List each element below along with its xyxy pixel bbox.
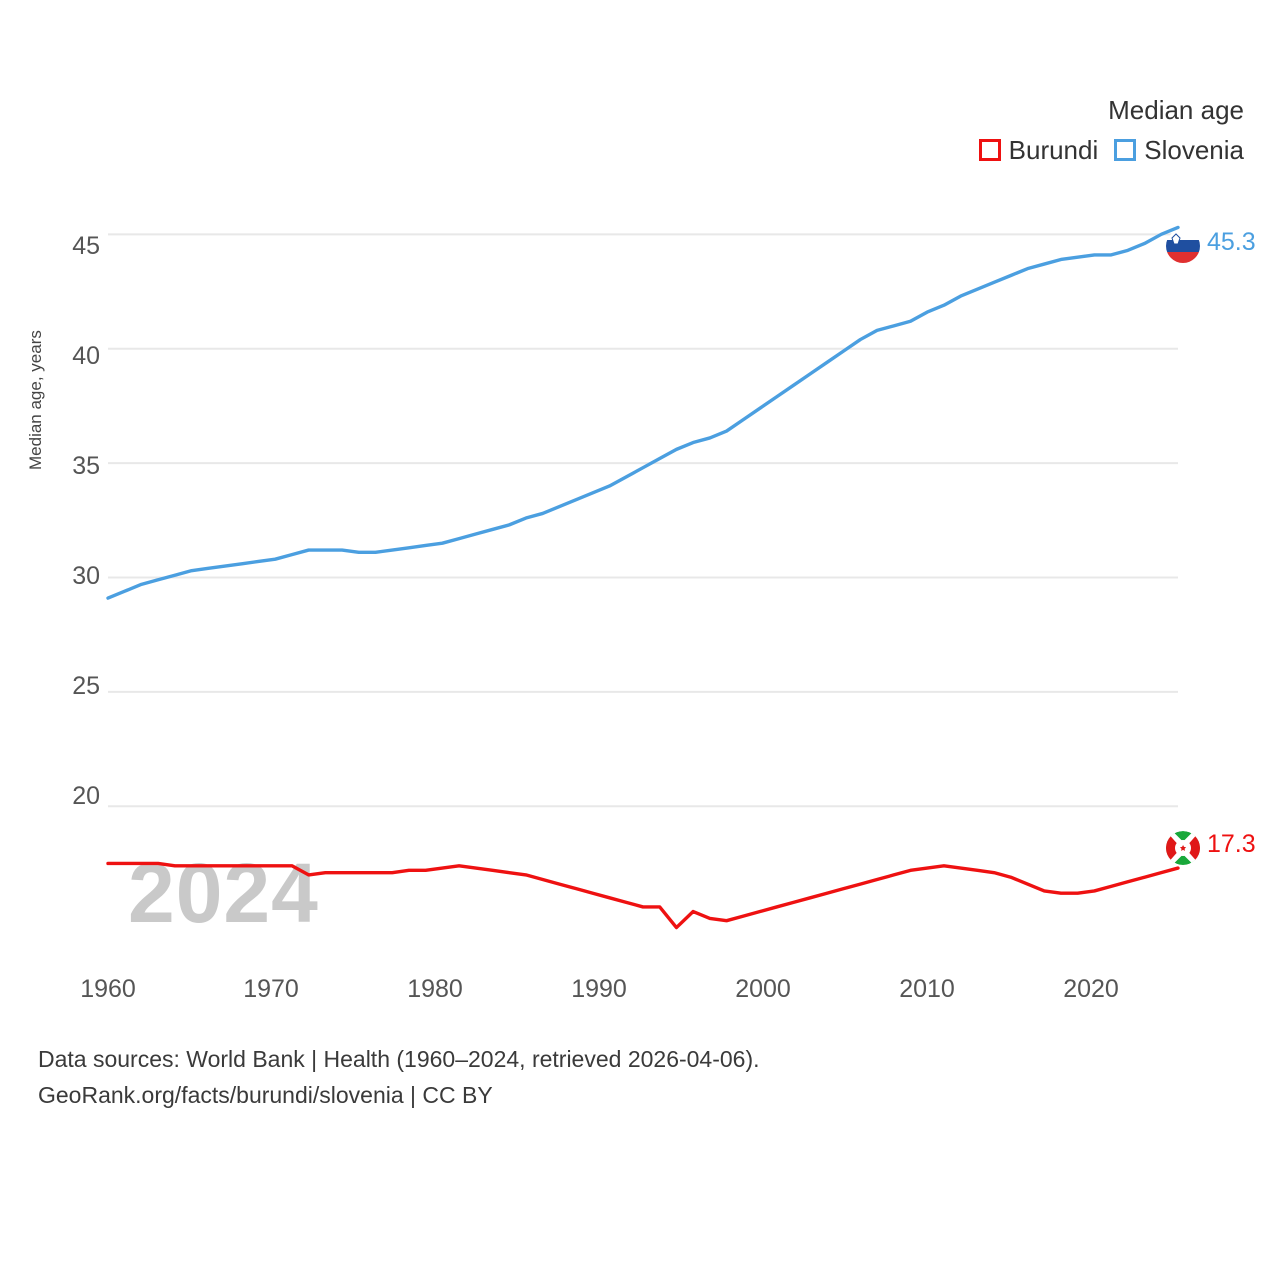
y-axis-title: Median age, years	[26, 330, 45, 470]
y-tick-30: 30	[72, 562, 100, 590]
y-tick-40: 40	[72, 342, 100, 370]
series-line-slovenia	[108, 227, 1178, 598]
legend-title: Median age	[1108, 95, 1244, 125]
y-tick-35: 35	[72, 452, 100, 480]
slovenia-end-value: 45.3	[1207, 228, 1256, 256]
x-tick-1990: 1990	[571, 975, 627, 1003]
series-line-burundi	[108, 863, 1178, 927]
burundi-flag-marker	[1166, 831, 1200, 865]
x-tick-2020: 2020	[1063, 975, 1119, 1003]
legend-label-burundi: Burundi	[1008, 134, 1099, 165]
x-tick-1960: 1960	[80, 975, 136, 1003]
year-watermark: 2024	[128, 846, 319, 940]
x-tick-2010: 2010	[899, 975, 955, 1003]
chart-footer	[38, 1042, 760, 1113]
footer-line-attribution: GeoRank.org/facts/burundi/slovenia | CC BY	[38, 1081, 493, 1108]
y-tick-45: 45	[72, 232, 100, 260]
burundi-end-value: 17.3	[1207, 830, 1256, 858]
x-tick-2000: 2000	[735, 975, 791, 1003]
slovenia-flag-marker	[1166, 229, 1200, 263]
y-tick-20: 20	[72, 782, 100, 810]
x-tick-1980: 1980	[407, 975, 463, 1003]
y-tick-25: 25	[72, 672, 100, 700]
legend-label-slovenia: Slovenia	[1144, 134, 1244, 165]
gridlines	[108, 234, 1178, 806]
x-tick-1970: 1970	[243, 975, 299, 1003]
footer-line-sources: Data sources: World Bank | Health (1960–2024, retrieved 2026-04-06).	[38, 1046, 760, 1072]
